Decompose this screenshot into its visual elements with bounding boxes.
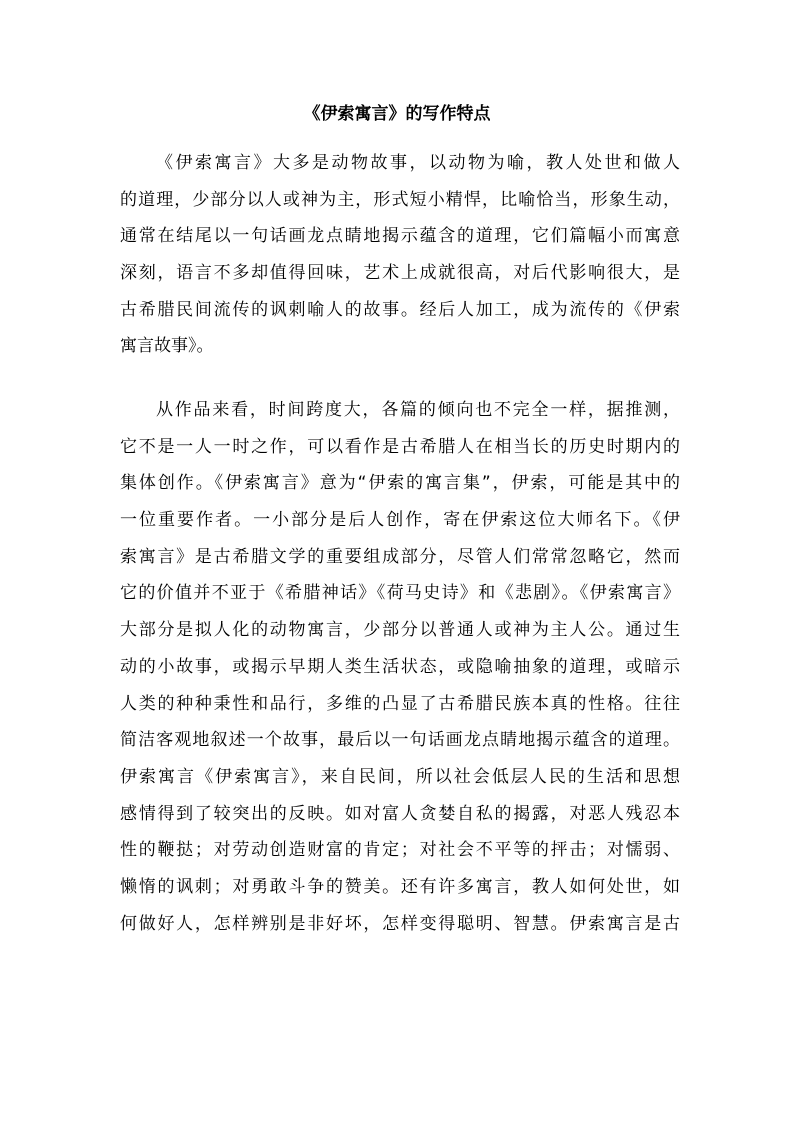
text-line: 伊索寓言《伊索寓言》，来自民间，所以社会低层人民的生活和思想 [120, 766, 680, 787]
text-line: 大部分是拟人化的动物寓言，少部分以普通人或神为主人公。通过生 [120, 620, 680, 641]
text-line: 的道理，少部分以人或神为主，形式短小精悍，比喻恰当，形象生动， [120, 189, 680, 210]
text-line: 寓言故事》。 [120, 336, 214, 357]
text-line: 人类的种种秉性和品行，多维的凸显了古希腊民族本真的性格。往往 [120, 693, 680, 714]
text-line: 动的小故事，或揭示早期人类生活状态，或隐喻抽象的道理，或暗示 [120, 656, 680, 677]
text-line: 懒惰的讽刺；对勇敢斗争的赞美。还有许多寓言，教人如何处世，如 [120, 876, 680, 897]
text-line: 通常在结尾以一句话画龙点睛地揭示蕴含的道理，它们篇幅小而寓意 [120, 226, 680, 247]
text-line: 《伊索寓言》大多是动物故事，以动物为喻，教人处世和做人 [156, 153, 680, 173]
text-line: 古希腊民间流传的讽刺喻人的故事。经后人加工，成为流传的《伊索 [120, 299, 680, 320]
text-line: 索寓言》是古希腊文学的重要组成部分，尽管人们常常忽略它，然而 [120, 546, 680, 567]
paragraph-1 [120, 145, 680, 365]
text-line: 它的价值并不亚于《希腊神话》《荷马史诗》和《悲剧》。《伊索寓言》 [120, 583, 680, 604]
text-line: 深刻，语言不多却值得回味，艺术上成就很高，对后代影响很大，是 [120, 263, 680, 284]
text-line: 简洁客观地叙述一个故事，最后以一句话画龙点睛地揭示蕴含的道理。 [120, 730, 680, 751]
paragraph-2 [120, 392, 680, 942]
text-line: 感情得到了较突出的反映。如对富人贪婪自私的揭露，对恶人残忍本 [120, 803, 680, 824]
text-line: 集体创作。《伊索寓言》意为“伊索的寓言集”，伊索，可能是其中的 [120, 473, 680, 494]
text-line: 何做好人，怎样辨别是非好坏，怎样变得聪明、智慧。伊索寓言是古 [120, 913, 680, 934]
text-line: 从作品来看，时间跨度大，各篇的倾向也不完全一样，据推测， [156, 400, 680, 420]
text-line: 一位重要作者。一小部分是后人创作，寄在伊索这位大师名下。《伊 [120, 510, 680, 531]
document-title: 《伊索寓言》的写作特点 [303, 104, 491, 124]
text-line: 性的鞭挞；对劳动创造财富的肯定；对社会不平等的抨击；对懦弱、 [120, 840, 680, 861]
text-line: 它不是一人一时之作，可以看作是古希腊人在相当长的历史时期内的 [120, 436, 680, 457]
